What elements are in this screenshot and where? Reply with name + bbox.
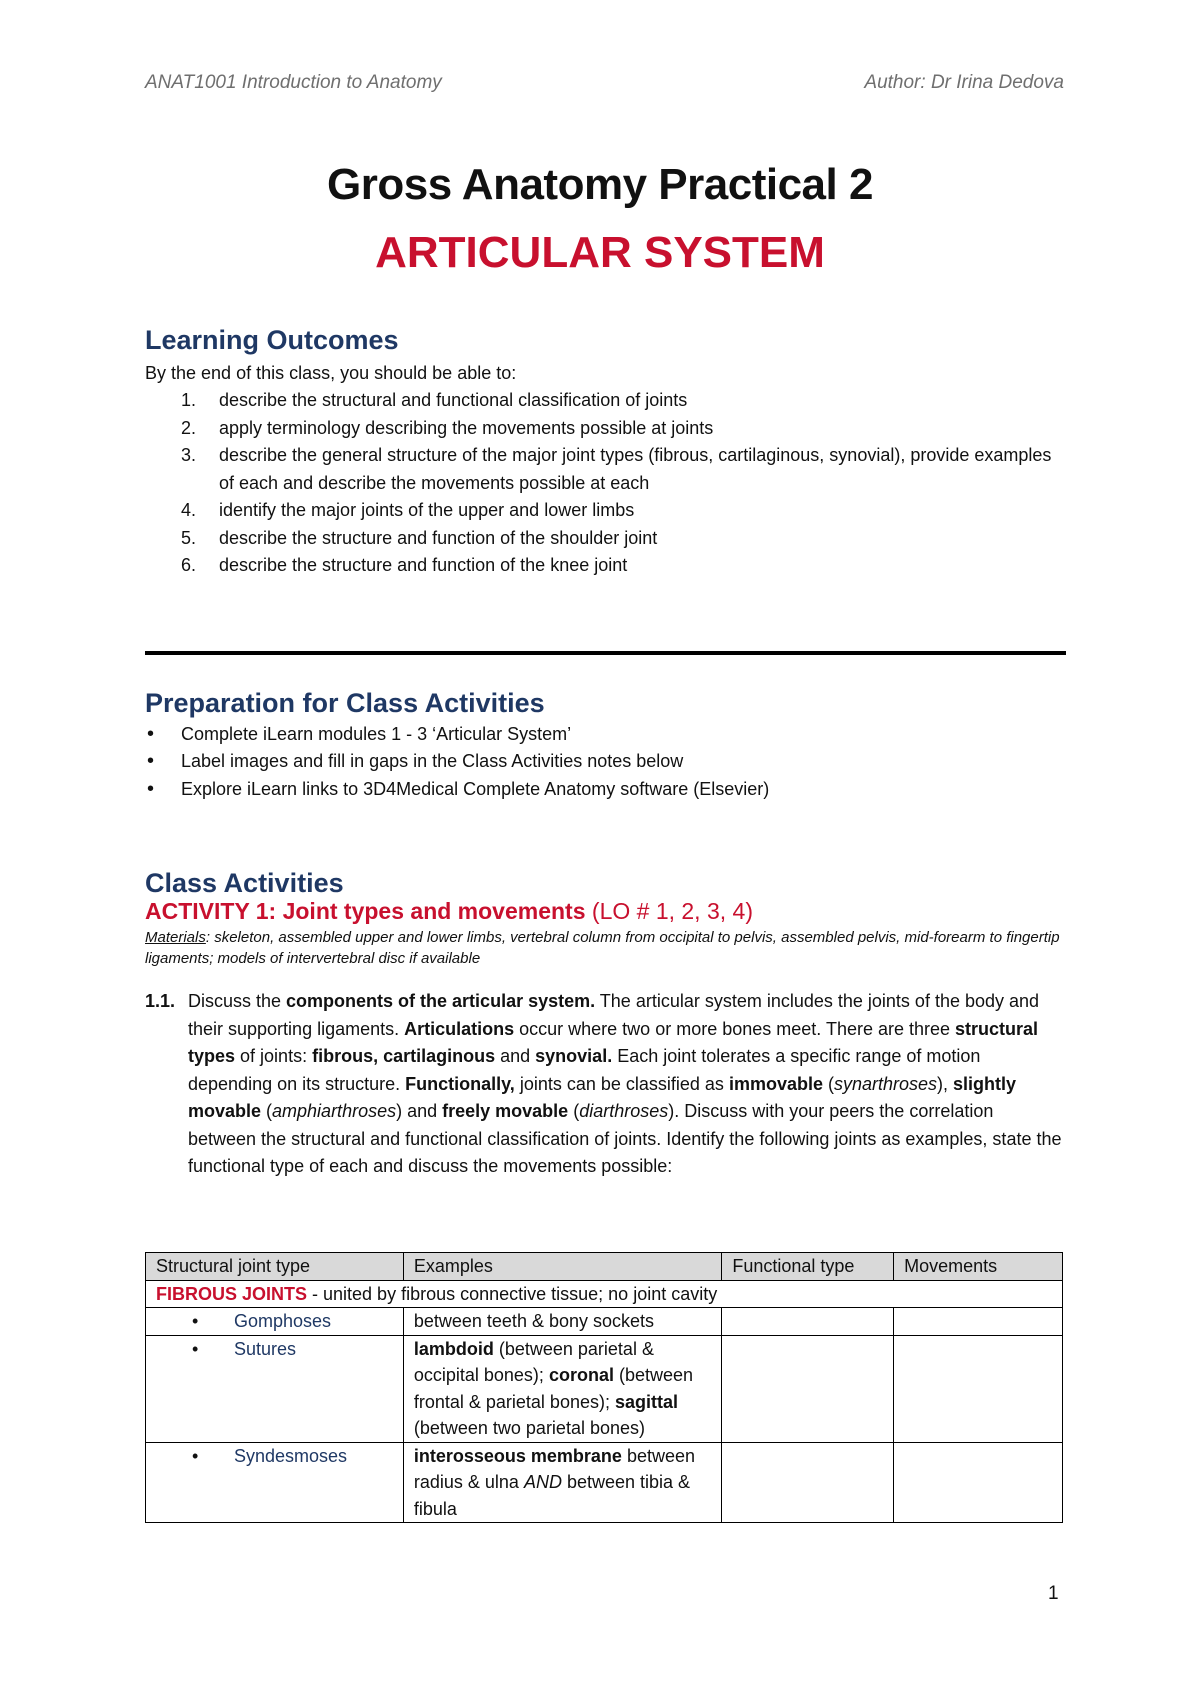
movements-input[interactable] xyxy=(894,1442,1063,1523)
functional-type-input[interactable] xyxy=(722,1308,894,1336)
activity-lo-ref: (LO # 1, 2, 3, 4) xyxy=(591,897,753,924)
table-row xyxy=(146,1442,1063,1523)
page-subtitle: ARTICULAR SYSTEM xyxy=(375,228,825,277)
discussion-paragraph: 1.1. Discuss the components of the articular system. The articular system includes the joints of the body and their supporting ligaments. Articulations occur where two or more bones meet. There are three structural types of joints: fibrous, cartilaginous and synovial. Each joint tolerates a specific range of motion depending on its structure. Functionally, joints can be classified as immovable (synarthroses), slightly movable (amphiarthroses) and freely movable (diarthroses). Discuss with your peers the correlation between the structural and functional classification of joints. Identify the following joints as examples, state the functional type of each and discuss the movements possible: xyxy=(145,991,1062,1176)
list-item: 3. describe the general structure of the major joint types (fibrous, cartilaginous, synovial), provide examples of each and describe the movements possible at each xyxy=(181,445,1052,493)
author-name: Author: Dr Irina Dedova xyxy=(864,72,1064,93)
course-name: ANAT1001 Introduction to Anatomy xyxy=(145,72,442,93)
class-activities-section xyxy=(145,870,1065,1181)
joints-table xyxy=(145,1252,1063,1523)
learning-outcomes-section xyxy=(145,327,1065,580)
table-header-cell: Functional type xyxy=(722,1253,894,1281)
list-item: • Complete iLearn modules 1 - 3 ‘Articular System’ xyxy=(145,721,1065,749)
list-item: • Explore iLearn links to 3D4Medical Complete Anatomy software (Elsevier) xyxy=(145,776,1065,804)
examples-cell: interosseous membrane between radius & ulna AND between tibia & fibula xyxy=(403,1442,721,1523)
joint-type-cell: • Sutures xyxy=(146,1335,404,1442)
page-title: Gross Anatomy Practical 2 xyxy=(327,160,873,209)
movements-input[interactable] xyxy=(894,1308,1063,1336)
materials-note: Materials: skeleton, assembled upper and lower limbs, vertebral column from occipital to pelvis, assembled pelvis, mid-forearm to fingertip ligaments; models of intervertebral disc if available xyxy=(145,929,1060,967)
table-header-cell: Movements xyxy=(894,1253,1063,1281)
functional-type-input[interactable] xyxy=(722,1442,894,1523)
functional-type-input[interactable] xyxy=(722,1335,894,1442)
learning-outcomes-list xyxy=(145,387,1065,580)
table-header-cell: Examples xyxy=(403,1253,721,1281)
list-item: 2. apply terminology describing the movements possible at joints xyxy=(181,417,714,438)
list-item: 6. describe the structure and function of the knee joint xyxy=(181,555,628,575)
joint-type-cell: • Gomphoses xyxy=(146,1308,404,1336)
table-header-cell: Structural joint type xyxy=(146,1253,404,1281)
category-cell: FIBROUS JOINTS - united by fibrous connective tissue; no joint cavity xyxy=(146,1280,1063,1308)
list-item: 5. describe the structure and function of the shoulder joint xyxy=(181,527,658,548)
activity-title: ACTIVITY 1: Joint types and movements (LO # 1, 2, 3, 4) xyxy=(145,897,753,924)
movements-input[interactable] xyxy=(894,1335,1063,1442)
examples-cell: between teeth & bony sockets xyxy=(403,1308,721,1336)
examples-cell: lambdoid (between parietal & occipital bones); coronal (between frontal & parietal bones); sagittal (between two parietal bones) xyxy=(403,1335,721,1442)
section-divider xyxy=(145,651,1066,655)
list-item: • Label images and fill in gaps in the Class Activities notes below xyxy=(145,748,1065,776)
learning-outcomes-intro: By the end of this class, you should be able to: xyxy=(145,362,517,383)
list-item: 4. identify the major joints of the upper and lower limbs xyxy=(181,500,635,520)
table-category-row xyxy=(146,1280,1063,1308)
table-row xyxy=(146,1335,1063,1442)
preparation-section xyxy=(145,690,1065,803)
preparation-heading: Preparation for Class Activities xyxy=(145,688,545,718)
learning-outcomes-heading: Learning Outcomes xyxy=(145,325,399,355)
joint-type-cell: • Syndesmoses xyxy=(146,1442,404,1523)
list-item: 1. describe the structural and functional classification of joints xyxy=(181,390,688,410)
table-header-row xyxy=(146,1253,1063,1281)
page-number: 1 xyxy=(1048,1583,1059,1604)
preparation-list xyxy=(145,721,1065,804)
class-activities-heading: Class Activities xyxy=(145,868,344,898)
table-row xyxy=(146,1308,1063,1336)
